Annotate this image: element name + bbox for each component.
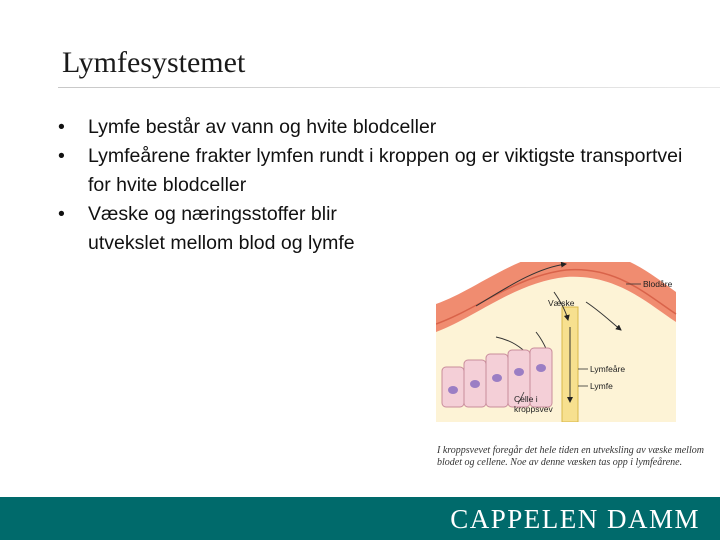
brand-logo: CAPPELEN DAMM xyxy=(450,504,700,534)
figure-caption: I kroppsvevet foregår det hele tiden en utveksling av væske mellom blodet og cellene. Noe av denne væsken tas opp i lymfeårene. xyxy=(437,445,704,468)
bullet-item xyxy=(58,142,698,200)
label-blood-vessel: Blodåre xyxy=(643,279,673,289)
label-lymph: Lymfe xyxy=(590,381,613,391)
bullet-text: Lymfe består av vann og hvite blodceller xyxy=(88,116,437,138)
footer-bar xyxy=(0,497,720,540)
slide-title: Lymfesystemet xyxy=(62,46,246,79)
bullet-item xyxy=(58,200,698,258)
lymph-diagram-svg xyxy=(436,262,720,422)
bullet-marker: • xyxy=(58,145,65,167)
bullet-text: Væske og næringsstoffer blir utvekslet mellom blod og lymfe xyxy=(88,203,355,254)
bullet-text: Lymfeårene frakter lymfen rundt i kroppen og er viktigste transportvei for hvite blodceller xyxy=(88,145,683,196)
bullet-marker: • xyxy=(58,116,65,138)
label-cell-line1: Celle i xyxy=(514,394,538,404)
lymph-diagram xyxy=(436,262,720,422)
bullet-list xyxy=(58,113,698,258)
bullet-item xyxy=(58,113,698,142)
label-cell-line2: kroppsvev xyxy=(514,404,553,414)
label-lymph-vessel: Lymfeåre xyxy=(590,364,626,374)
label-fluid: Væske xyxy=(548,298,575,308)
title-divider xyxy=(58,87,720,88)
bullet-marker: • xyxy=(58,203,65,225)
